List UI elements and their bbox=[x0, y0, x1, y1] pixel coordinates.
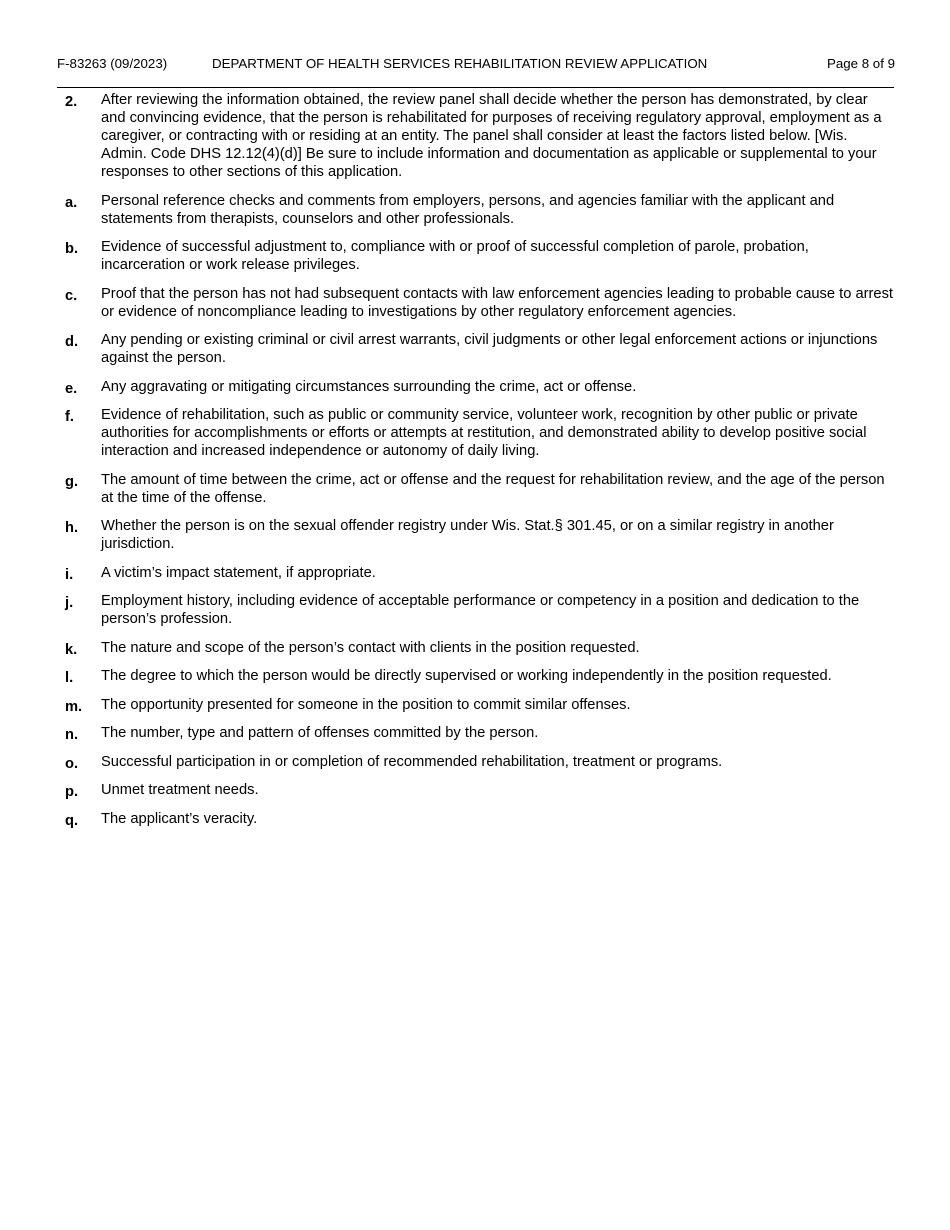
item-marker: i. bbox=[65, 566, 74, 583]
item-text: Personal reference checks and comments from employers, persons, and agencies familiar with the applicant and statements from therapists, counselors and other professionals. bbox=[101, 192, 835, 227]
item-text: The nature and scope of the person’s contact with clients in the position requested. bbox=[101, 639, 640, 656]
list-item bbox=[57, 696, 895, 714]
list-item bbox=[57, 753, 895, 771]
item-text: Evidence of successful adjustment to, compliance with or proof of successful completion of parole, probation, incarceration or work release privileges. bbox=[101, 239, 809, 273]
item-text: The opportunity presented for someone in the position to commit similar offenses. bbox=[101, 696, 631, 713]
item-text: The degree to which the person would be directly supervised or working independently in the position requested. bbox=[101, 668, 832, 684]
item-marker: h. bbox=[65, 520, 79, 536]
item-text: After reviewing the information obtained, the review panel shall decide whether the person has demonstrated, by clear and convincing evidence, that the person is rehabilitated for purposes of receiving regulatory approval, employment as a caregiver, or contracting with or residing at an entity. The panel shall consider at least the factors listed below. [Wis. Admin. Code DHS 12.12(4)(d)] Be sure to include information and documentation as applicable or supplemental to your responses to other sections of this application. bbox=[101, 92, 882, 180]
list-item bbox=[57, 667, 895, 685]
item-marker: b. bbox=[65, 241, 79, 257]
rehabilitation-factors-list bbox=[57, 91, 895, 838]
item-marker: a. bbox=[65, 194, 78, 211]
item-marker: q. bbox=[65, 812, 79, 829]
item-text: The number, type and pattern of offenses committed by the person. bbox=[101, 725, 539, 741]
list-item bbox=[57, 285, 895, 321]
list-item bbox=[57, 592, 895, 628]
header-divider bbox=[57, 87, 894, 88]
item-text: Evidence of rehabilitation, such as public or community service, volunteer work, recognition by other public or private authorities for accomplishments or efforts or attempts at restitution, and demonstrated ability to develop positive social interaction and increased independence or autonomy of daily living. bbox=[101, 407, 867, 459]
item-text: Any aggravating or mitigating circumstances surrounding the crime, act or offense. bbox=[101, 378, 637, 395]
list-item bbox=[57, 378, 895, 396]
item-marker: g. bbox=[65, 473, 79, 490]
list-item bbox=[57, 91, 895, 181]
item-marker: c. bbox=[65, 287, 78, 304]
item-text: The applicant’s veracity. bbox=[101, 810, 258, 827]
item-marker: m. bbox=[65, 698, 83, 715]
department-title: DEPARTMENT OF HEALTH SERVICES REHABILITATION REVIEW APPLICATION bbox=[212, 56, 708, 71]
list-item bbox=[57, 406, 895, 460]
list-item bbox=[57, 564, 895, 582]
list-item bbox=[57, 331, 895, 367]
list-item bbox=[57, 471, 895, 507]
list-item bbox=[57, 639, 895, 657]
item-marker: k. bbox=[65, 641, 78, 658]
item-marker: f. bbox=[65, 409, 74, 425]
list-item bbox=[57, 810, 895, 828]
item-text: Successful participation in or completion of recommended rehabilitation, treatment or programs. bbox=[101, 753, 723, 770]
item-marker: e. bbox=[65, 380, 78, 397]
item-text: Whether the person is on the sexual offender registry under Wis. Stat.§ 301.45, or on a similar registry in another jurisdiction. bbox=[101, 518, 834, 552]
list-item bbox=[57, 724, 895, 742]
form-code: F-83263 (09/2023) bbox=[57, 56, 168, 71]
item-text: A victim’s impact statement, if appropriate. bbox=[101, 564, 376, 581]
item-marker: 2. bbox=[65, 94, 78, 110]
page-header bbox=[57, 56, 895, 74]
item-text: Employment history, including evidence of acceptable performance or competency in a position and dedication to the person’s profession. bbox=[101, 593, 860, 627]
item-marker: j. bbox=[65, 595, 74, 611]
item-text: Any pending or existing criminal or civil arrest warrants, civil judgments or other legal enforcement actions or injunctions against the person. bbox=[101, 332, 878, 366]
list-item bbox=[57, 781, 895, 799]
item-marker: d. bbox=[65, 334, 79, 350]
list-item bbox=[57, 192, 895, 228]
item-text: Proof that the person has not had subsequent contacts with law enforcement agencies leading to probable cause to arrest or evidence of noncompliance leading to investigations by other regulatory enforcement agencies. bbox=[101, 285, 893, 320]
item-marker: l. bbox=[65, 670, 74, 686]
page-number: Page 8 of 9 bbox=[826, 56, 895, 71]
item-text: The amount of time between the crime, act or offense and the request for rehabilitation review, and the age of the person at the time of the offense. bbox=[101, 471, 885, 506]
item-marker: p. bbox=[65, 784, 79, 800]
list-item bbox=[57, 238, 895, 274]
item-marker: n. bbox=[65, 727, 79, 743]
item-text: Unmet treatment needs. bbox=[101, 782, 259, 798]
item-marker: o. bbox=[65, 755, 79, 772]
list-item bbox=[57, 517, 895, 553]
